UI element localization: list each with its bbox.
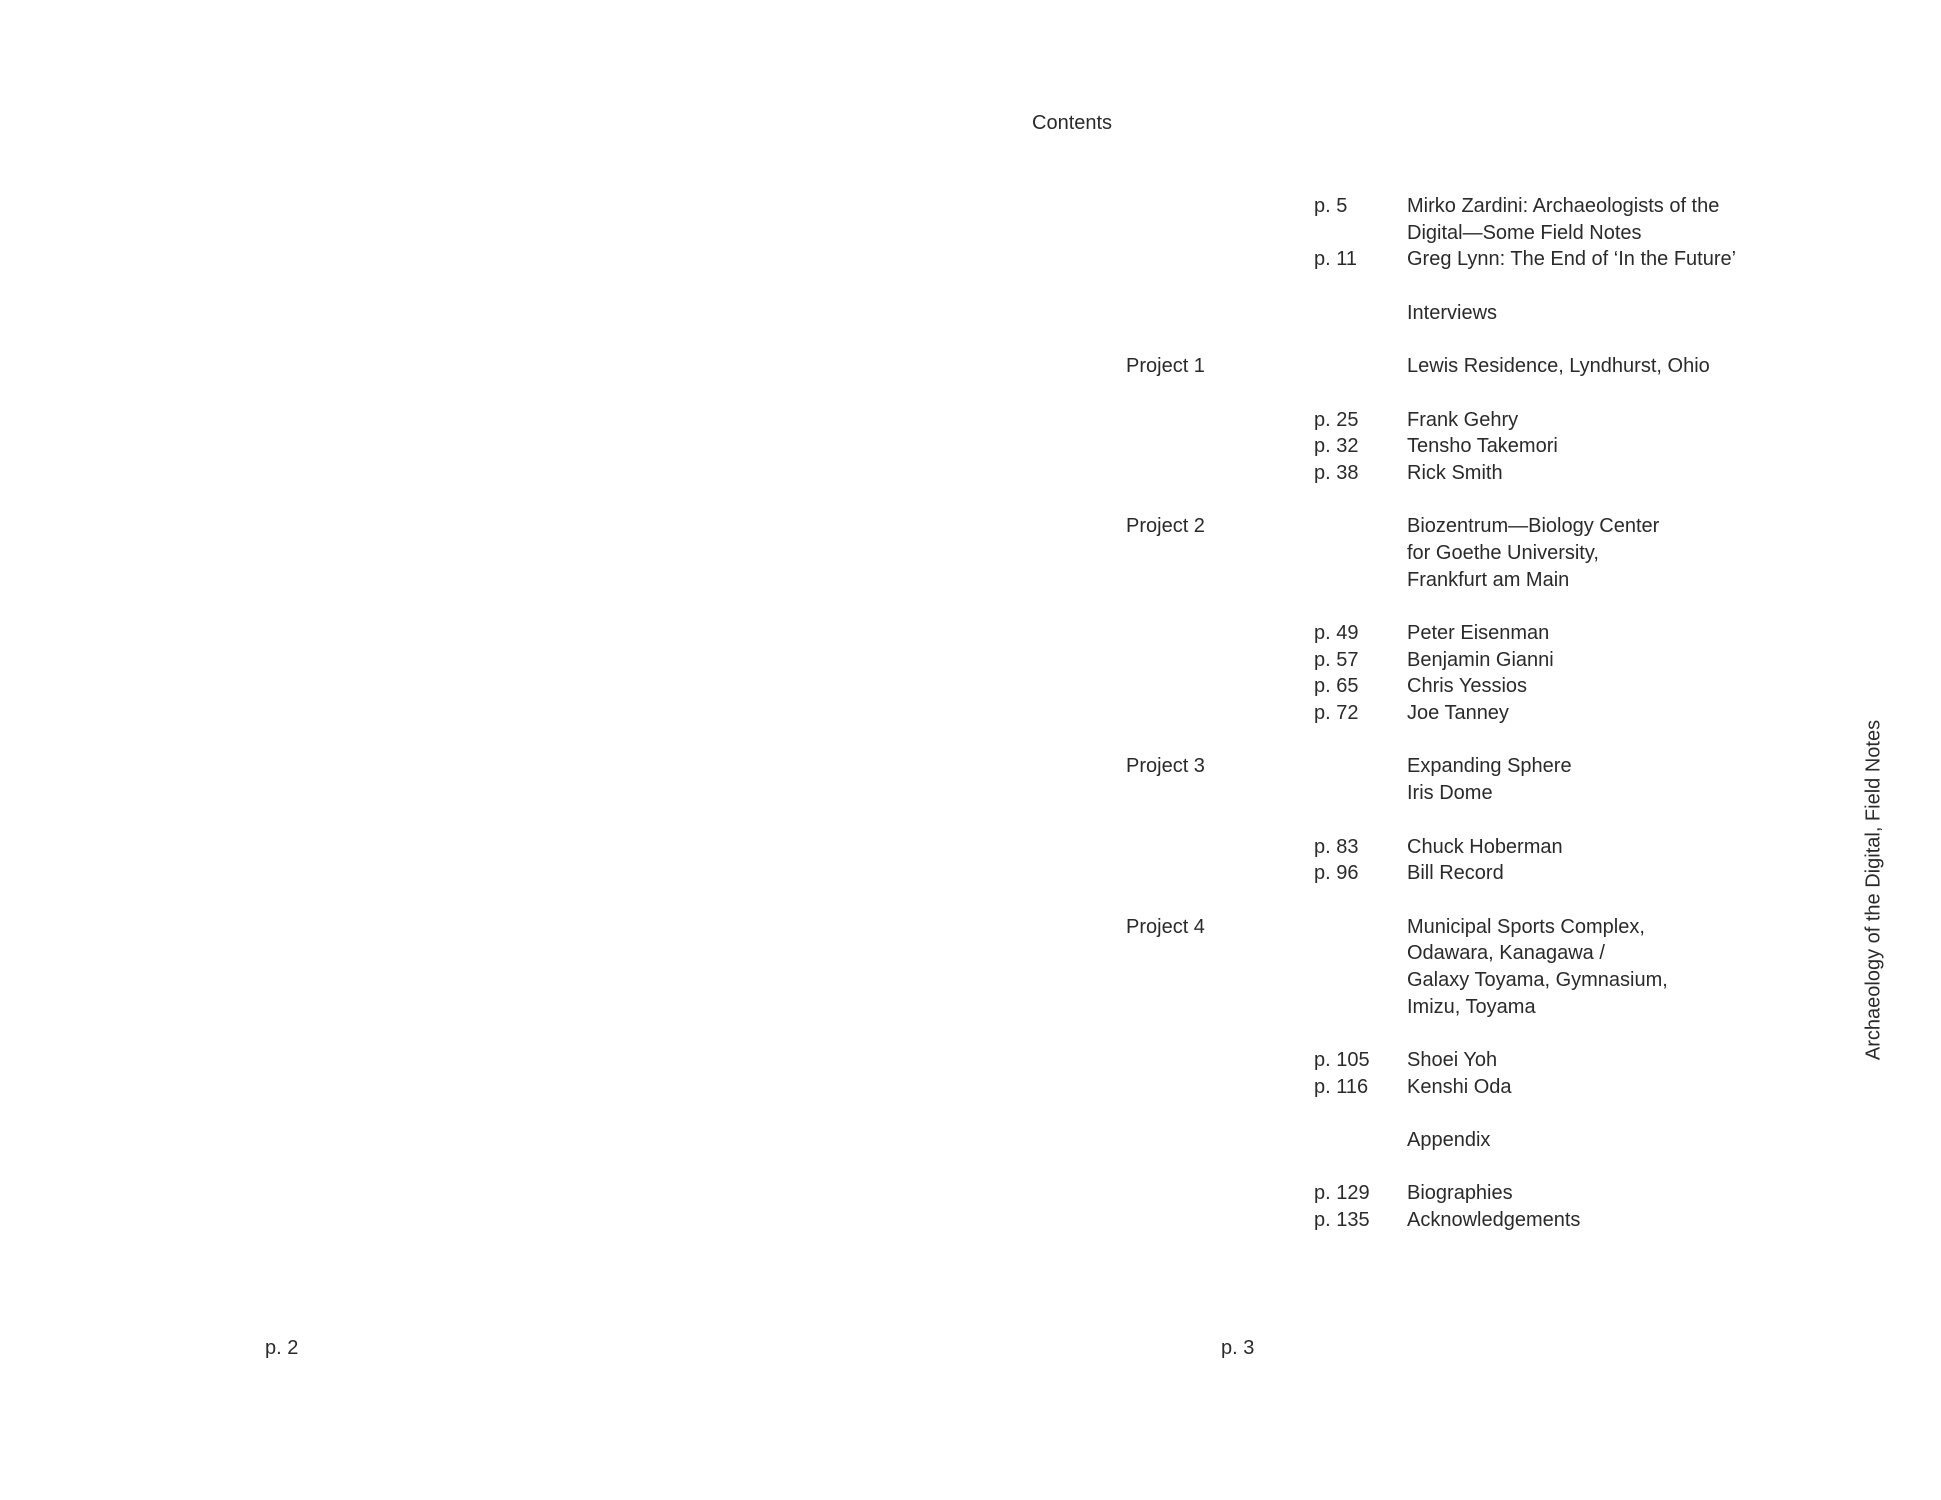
toc-page-number: p. 11	[1314, 248, 1357, 271]
toc-title: Kenshi Oda	[1407, 1075, 1512, 1098]
toc-title: Joe Tanney	[1407, 702, 1509, 725]
toc-entry	[0, 780, 1941, 807]
toc-entry	[0, 407, 1941, 434]
toc-title: Odawara, Kanagawa /	[1407, 942, 1605, 965]
toc-project-label: Project 3	[1126, 755, 1205, 778]
toc-entry	[0, 1180, 1941, 1207]
toc-spacer	[0, 487, 1941, 514]
toc-entry	[0, 353, 1941, 380]
toc-spacer	[0, 727, 1941, 754]
toc-page-number: p. 32	[1314, 435, 1359, 458]
toc-spacer	[0, 807, 1941, 834]
toc-entry	[0, 433, 1941, 460]
toc-page-number: p. 105	[1314, 1049, 1370, 1071]
toc-title: Tensho Takemori	[1407, 435, 1558, 458]
toc-entry	[0, 994, 1941, 1021]
toc-title: Bill Record	[1407, 862, 1504, 885]
toc-page-number: p. 116	[1314, 1075, 1369, 1098]
toc-entry	[0, 1074, 1941, 1101]
toc-entry	[0, 860, 1941, 887]
toc-entry	[0, 673, 1941, 700]
toc-spacer	[0, 593, 1941, 620]
toc-title: Expanding Sphere	[1407, 755, 1572, 778]
contents-heading: Contents	[1032, 112, 1113, 134]
toc-entry	[0, 940, 1941, 967]
toc-page-number: p. 72	[1314, 702, 1359, 725]
toc-page-number: p. 25	[1314, 408, 1359, 431]
toc-entry	[0, 1207, 1941, 1234]
toc-project-label: Project 1	[1126, 355, 1205, 378]
toc-page-number: p. 65	[1314, 675, 1359, 698]
toc-spacer	[0, 1154, 1941, 1181]
toc-page-number: p. 83	[1314, 835, 1359, 858]
toc-entry	[0, 620, 1941, 647]
toc-title: Interviews	[1407, 301, 1498, 324]
page-number-right: p. 3	[1221, 1337, 1255, 1359]
toc-title: Peter Eisenman	[1407, 622, 1550, 644]
toc-spacer	[0, 1100, 1941, 1127]
toc-entry	[0, 300, 1941, 327]
toc-title: Lewis Residence, Lyndhurst, Ohio	[1407, 355, 1710, 378]
toc-entry	[0, 1127, 1941, 1154]
toc-title: Rick Smith	[1407, 461, 1503, 484]
page-number-left: p. 2	[265, 1337, 299, 1359]
toc-title: Digital—Some Field Notes	[1407, 221, 1642, 244]
toc-entry	[0, 513, 1941, 540]
toc-page-number: p. 96	[1314, 862, 1359, 885]
toc-entry	[0, 567, 1941, 594]
toc-title: Galaxy Toyama, Gymnasium,	[1407, 968, 1668, 991]
toc-entry	[0, 753, 1941, 780]
toc-spacer	[0, 380, 1941, 407]
toc-title: Chuck Hoberman	[1407, 835, 1563, 858]
toc-page-number: p. 129	[1314, 1182, 1370, 1205]
toc-title: Frankfurt am Main	[1407, 568, 1570, 591]
toc-spacer	[0, 326, 1941, 353]
toc-title: Appendix	[1407, 1129, 1491, 1152]
toc-entry	[0, 914, 1941, 941]
toc-spacer	[0, 1020, 1941, 1047]
toc-title: Iris Dome	[1407, 782, 1493, 805]
toc-title: Shoei Yoh	[1407, 1049, 1498, 1071]
table-of-contents	[0, 193, 1941, 1234]
toc-title: Municipal Sports Complex,	[1407, 915, 1645, 938]
toc-project-label: Project 2	[1126, 515, 1205, 538]
toc-project-label: Project 4	[1126, 915, 1205, 938]
toc-entry	[0, 967, 1941, 994]
toc-entry	[0, 834, 1941, 861]
toc-title: Mirko Zardini: Archaeologists of the	[1407, 195, 1720, 217]
toc-title: Frank Gehry	[1407, 408, 1519, 431]
toc-entry	[0, 700, 1941, 727]
toc-page-number: p. 135	[1314, 1209, 1370, 1232]
toc-entry	[0, 220, 1941, 247]
toc-entry	[0, 460, 1941, 487]
toc-entry	[0, 540, 1941, 567]
toc-entry	[0, 193, 1941, 220]
toc-page-number: p. 38	[1314, 461, 1359, 484]
toc-entry	[0, 1047, 1941, 1074]
running-head: Archaeology of the Digital, Field Notes	[1862, 719, 1885, 1061]
toc-title: Acknowledgements	[1407, 1209, 1581, 1232]
toc-title: Benjamin Gianni	[1407, 648, 1554, 671]
toc-entry	[0, 647, 1941, 674]
toc-page-number: p. 49	[1314, 622, 1359, 644]
toc-title: for Goethe University,	[1407, 541, 1599, 564]
toc-spacer	[0, 273, 1941, 300]
toc-spacer	[0, 887, 1941, 914]
toc-page-number: p. 57	[1314, 648, 1359, 671]
toc-title: Greg Lynn: The End of ‘In the Future’	[1407, 248, 1737, 271]
toc-entry	[0, 246, 1941, 273]
toc-title: Biozentrum—Biology Center	[1407, 515, 1660, 538]
toc-page-number: p. 5	[1314, 195, 1348, 217]
toc-title: Chris Yessios	[1407, 675, 1528, 698]
toc-title: Imizu, Toyama	[1407, 995, 1536, 1018]
toc-title: Biographies	[1407, 1182, 1513, 1205]
